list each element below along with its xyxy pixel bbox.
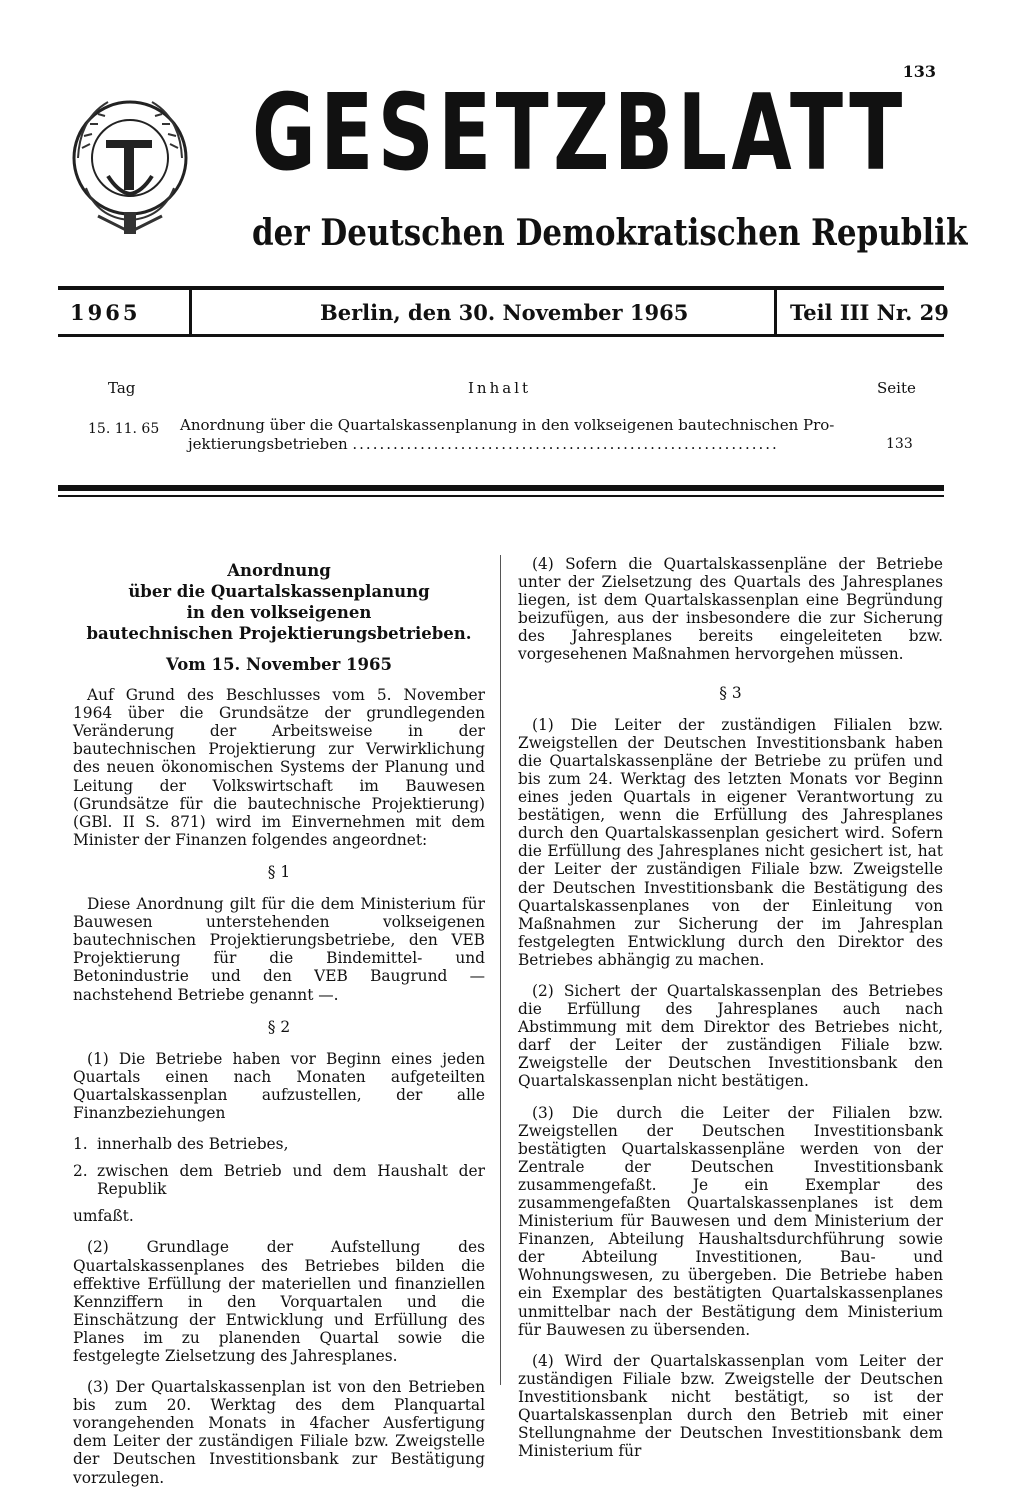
list-item-number: 2. (73, 1162, 88, 1181)
article-left-column (73, 560, 485, 1500)
list-item (73, 1135, 485, 1153)
toc-entry-title-line1: Anordnung über die Quartalskassenplanung in den volkseigenen bautechnischen Pro- (180, 416, 835, 434)
issue-part: Teil III Nr. 29 (790, 300, 949, 325)
state-emblem-icon (68, 88, 192, 250)
contents-rule-thick (58, 485, 944, 491)
preamble-paragraph: Auf Grund des Beschlusses vom 5. November 1964 über die Grundsätze der grundlegenden Veränderung der Arbeitsweise in der bautechnischen Projektierung zur Verwirklichung des neuen ökonomischen Systems der Planung und Leitung der Volkswirtschaft im Bauwesen (Grundsätze für die bautechnische Projektierung) (GBl. II S. 871) wird im Einvernehmen mit dem Minister der Finanzen folgendes angeordnet: (73, 686, 485, 849)
article-date: Vom 15. November 1965 (166, 655, 392, 674)
article-heading-line: über die Quartalskassenplanung (128, 582, 430, 601)
section-2-title: § 2 (267, 1017, 291, 1036)
section-2-umfasst: umfaßt. (73, 1207, 134, 1226)
toc-entry-page: 133 (886, 436, 913, 452)
page-number: 133 (902, 62, 936, 81)
article-heading-line: Anordnung (227, 561, 331, 580)
issue-place-date: Berlin, den 30. November 1965 (320, 300, 689, 325)
section-3-paragraph-4: (4) Wird der Quartalskassenplan vom Leiter der zuständigen Filiale bzw. Zweigstelle der Deutschen Investitionsbank nicht bestätigt, so ist der Quartalskassenplan durch den Betrieb mit einer Stellungnahme der Deutschen Investitionsbank dem Ministerium für (518, 1351, 943, 1461)
toc-leader-dots: ............................................................... (352, 435, 779, 453)
toc-entry-title-line2: jektierungsbetrieben (188, 435, 348, 453)
bar-separator (189, 290, 192, 336)
section-2-paragraph-2: (2) Grundlage der Aufstellung des Quartalskassenplanes des Betriebes bilden die effektive Erfüllung der materiellen und finanziellen Kennziffern in den Vorquartalen und die Einschätzung der Entwicklung und Erfüllung des Planes im zu planenden Quartal sowie die festgelegte Zielsetzung des Jahresplanes. (73, 1238, 485, 1365)
section-3-paragraph-2: (2) Sichert der Quartalskassenplan des Betriebes die Erfüllung des Jahresplanes auch nach Abstimmung mit dem Direktor des Betriebes nicht, darf der Leiter der zuständigen Filiale bzw. Zweigstelle der Deutschen Investitionsbank den Quartalskassenplan nicht bestätigen. (518, 981, 943, 1091)
article-heading-line: bautechnischen Projektierungsbetrieben. (86, 624, 472, 643)
toc-entry-title[interactable] (180, 416, 840, 454)
section-3-paragraph-3: (3) Die durch die Leiter der Filialen bzw. Zweigstellen der Deutschen Investitionsbank bestätigten Quartalskassenpläne werden von der Zentrale der Deutschen Investitionsbank zusammengefaßt. Je ein Exemplar des zusammengefaßten Quartalskassenplanes ist dem Ministerium für Bauwesen und dem Ministerium der Finanzen, Abteilung Haushaltsdurchführung sowie der Abteilung Investitionen, Bau- und Wohnungswesen, zu übergeben. Die Betriebe haben ein Exemplar des bestätigten Quartalskassenplanes unmittelbar nach der Bestätigung dem Ministerium für Bauwesen zu übersenden. (518, 1103, 943, 1339)
section-1-paragraph: Diese Anordnung gilt für die dem Ministerium für Bauwesen unterstehenden volkseigenen bautechnischen Projektierungsbetriebe, den VEB Projektierung für die Bindemittel- und Betonindustrie und den VEB Baugrund — nachstehend Betriebe genannt —. (73, 895, 485, 1004)
masthead-title: GESETZBLATT (252, 72, 907, 194)
toc-day-header: Tag (108, 379, 136, 397)
list-item (73, 1162, 485, 1198)
list-item-text: innerhalb des Betriebes, (97, 1135, 289, 1154)
section-2-paragraph-4: (4) Sofern die Quartalskassenpläne der Betriebe unter der Zielsetzung des Quartals des Jahresplanes liegen, ist dem Quartalskassenplan eine Begründung beizufügen, aus der insbesondere die zur Sicherung des Jahresplanes bereits eingeleiteten bzw. vorgesehenen Maßnahmen hervorgehen müssen. (518, 555, 943, 664)
article-heading (73, 560, 485, 644)
toc-entry-date: 15. 11. 65 (88, 421, 160, 437)
article-heading-line: in den volkseigenen (186, 603, 372, 622)
toc-page-header: Seite (877, 379, 916, 397)
issue-year: 1965 (70, 300, 141, 325)
section-2-paragraph-1: (1) Die Betriebe haben vor Beginn eines jeden Quartals einen nach Monaten aufgeteilten Quartalskassenplan aufzustellen, der alle Finanzbeziehungen (73, 1049, 485, 1122)
section-3-paragraph-1: (1) Die Leiter der zuständigen Filialen bzw. Zweigstellen der Deutschen Investitionsbank haben die Quartalskassenpläne der Betriebe zu prüfen und bis zum 24. Werktag des letzten Monats vor Beginn eines jeden Quartals in eigener Verantwortung zu bestätigen, wenn die Erfüllung des Jahresplanes durch den Quartalskassenplan gesichert wird. Sofern die Erfüllung des Jahresplanes nicht gesichert ist, hat der Leiter der zuständigen Filiale bzw. Zweigstelle der Deutschen Investitionsbank die Bestätigung des Quartalskassenplanes von der Einleitung von Maßnahmen zur Sicherung der im Jahresplan festgelegten Entwicklung durch den Direktor des Betriebes abhängig zu machen. (518, 715, 943, 969)
contents-rule-thin (58, 495, 944, 497)
column-divider (500, 555, 501, 1385)
masthead-subtitle: der Deutschen Demokratischen Republik (252, 212, 968, 254)
section-2-paragraph-3: (3) Der Quartalskassenplan ist von den Betrieben bis zum 20. Werktag des dem Planquartal vorangehenden Monats in 4facher Ausfertigung dem Leiter der zuständigen Filiale bzw. Zweigstelle der Deutschen Investitionsbank zur Bestätigung vorzulegen. (73, 1378, 485, 1487)
bar-separator (774, 290, 777, 336)
list-item-text: zwischen dem Betrieb und dem Haushalt der Republik (97, 1162, 485, 1199)
section-1-title: § 1 (267, 862, 291, 881)
article-right-column (518, 555, 943, 1473)
section-3-title: § 3 (719, 683, 742, 702)
toc-title-header: Inhalt (468, 379, 532, 397)
list-item-number: 1. (73, 1135, 88, 1154)
